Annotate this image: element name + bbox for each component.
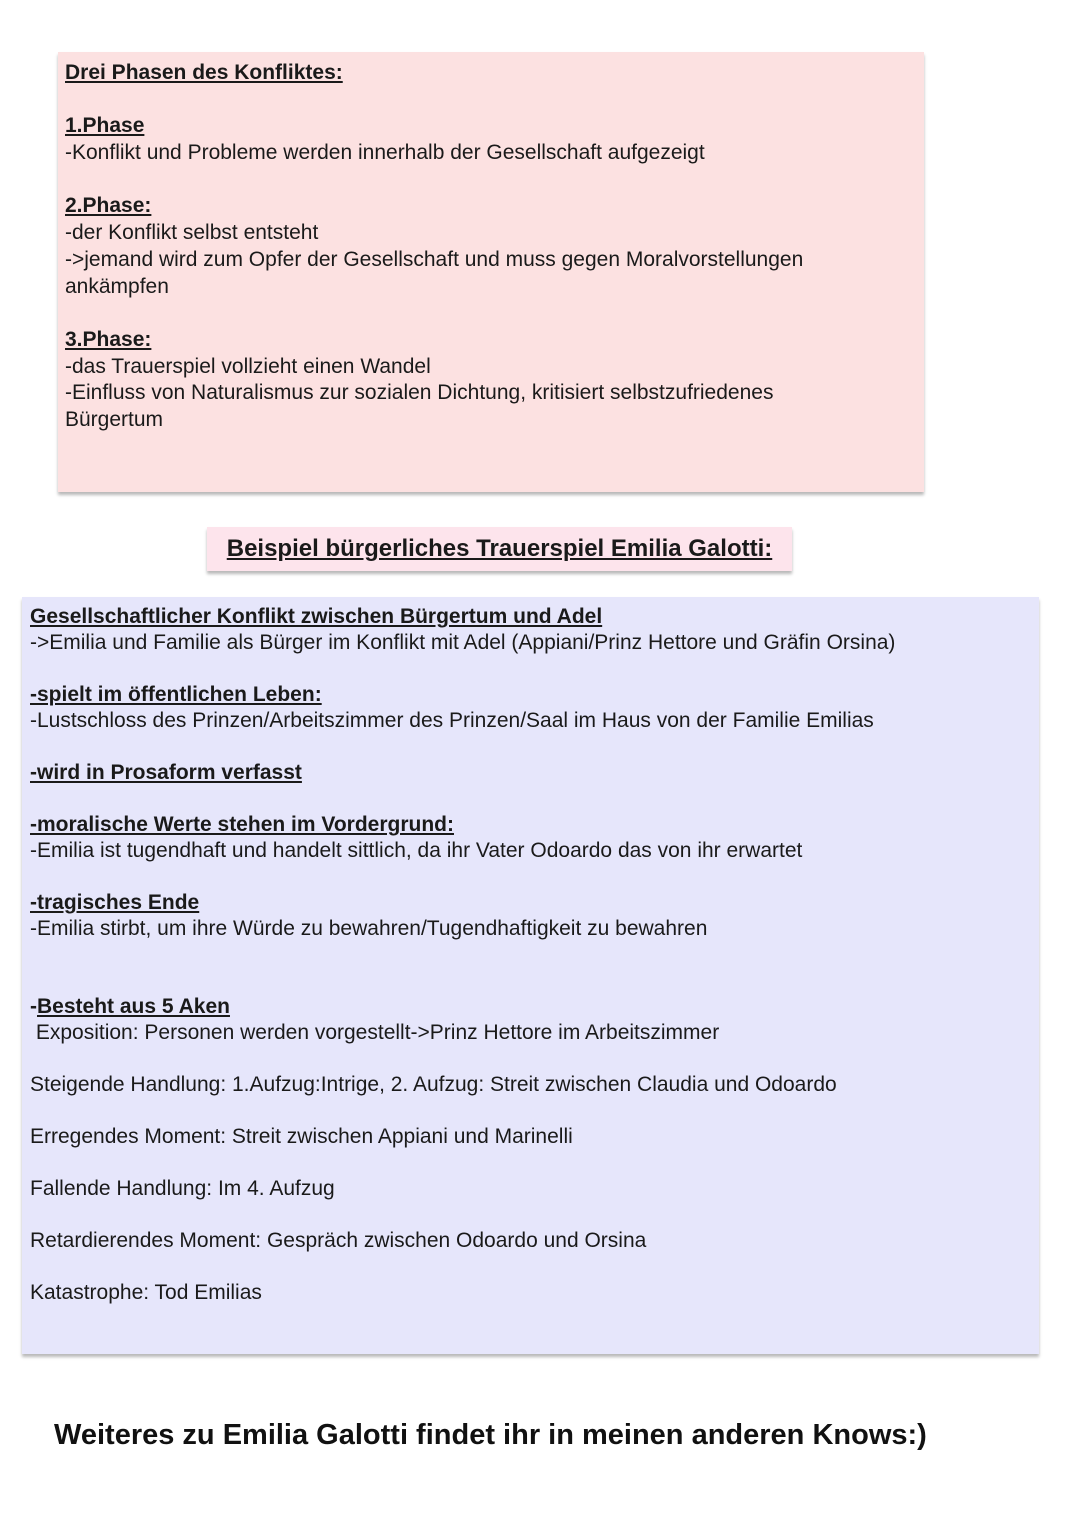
phases-box: [58, 52, 924, 492]
conflict-heading: Gesellschaftlicher Konflikt zwischen Bürgertum und Adel: [30, 605, 603, 628]
acts-heading: Besteht aus 5 Aken: [37, 995, 230, 1018]
phase1-heading: 1.Phase: [65, 114, 145, 138]
phases-title: Drei Phasen des Konfliktes:: [65, 61, 343, 84]
acts-exciting: Erregendes Moment: Streit zwischen Appiani und Marinelli: [30, 1125, 573, 1148]
phase2-line: ankämpfen: [65, 274, 169, 298]
phase2-line: -der Konflikt selbst entsteht: [65, 221, 319, 245]
footer-text: Weiteres zu Emilia Galotti findet ihr in meinen anderen Knows:): [54, 1419, 927, 1451]
phase3-heading: 3.Phase:: [65, 327, 152, 351]
acts-catastrophe: Katastrophe: Tod Emilias: [30, 1281, 262, 1304]
conflict-text: ->Emilia und Familie als Bürger im Konflikt mit Adel (Appiani/Prinz Hettore und Gräfin Orsina): [30, 631, 896, 654]
acts-falling: Fallende Handlung: Im 4. Aufzug: [30, 1177, 335, 1200]
example-title: Beispiel bürgerliches Trauerspiel Emilia Galotti:: [226, 535, 773, 562]
moral-text: -Emilia ist tugendhaft und handelt sittlich, da ihr Vater Odoardo das von ihr erwartet: [30, 839, 803, 862]
acts-exposition: Exposition: Personen werden vorgestellt->Prinz Hettore im Arbeitszimmer: [30, 1021, 720, 1044]
phase2-line: ->jemand wird zum Opfer der Gesellschaft und muss gegen Moralvorstellungen: [65, 247, 804, 271]
acts-heading-line: [30, 994, 1031, 1020]
acts-dash: -: [30, 995, 37, 1018]
tragic-text: -Emilia stirbt, um ihre Würde zu bewahren/Tugendhaftigkeit zu bewahren: [30, 917, 708, 940]
acts-retarding: Retardierendes Moment: Gespräch zwischen Odoardo und Orsina: [30, 1229, 647, 1252]
phase3-line: -das Trauerspiel vollzieht einen Wandel: [65, 354, 431, 378]
acts-rising: Steigende Handlung: 1.Aufzug:Intrige, 2. Aufzug: Streit zwischen Claudia und Odoardo: [30, 1073, 837, 1096]
example-title-box: [207, 527, 792, 571]
tragic-heading: -tragisches Ende: [30, 891, 200, 914]
prose-heading: -wird in Prosaform verfasst: [30, 761, 302, 784]
phase2-heading: 2.Phase:: [65, 194, 152, 218]
example-box: [22, 597, 1039, 1354]
phase1-line: -Konflikt und Probleme werden innerhalb der Gesellschaft aufgezeigt: [65, 141, 705, 165]
phase3-line: Bürgertum: [65, 408, 164, 432]
phase3-line: -Einfluss von Naturalismus zur sozialen Dichtung, kritisiert selbstzufriedenes: [65, 381, 774, 405]
public-life-heading: -spielt im öffentlichen Leben:: [30, 683, 322, 706]
public-life-text: -Lustschloss des Prinzen/Arbeitszimmer des Prinzen/Saal im Haus von der Familie Emilias: [30, 709, 874, 732]
moral-heading: -moralische Werte stehen im Vordergrund:: [30, 813, 454, 836]
